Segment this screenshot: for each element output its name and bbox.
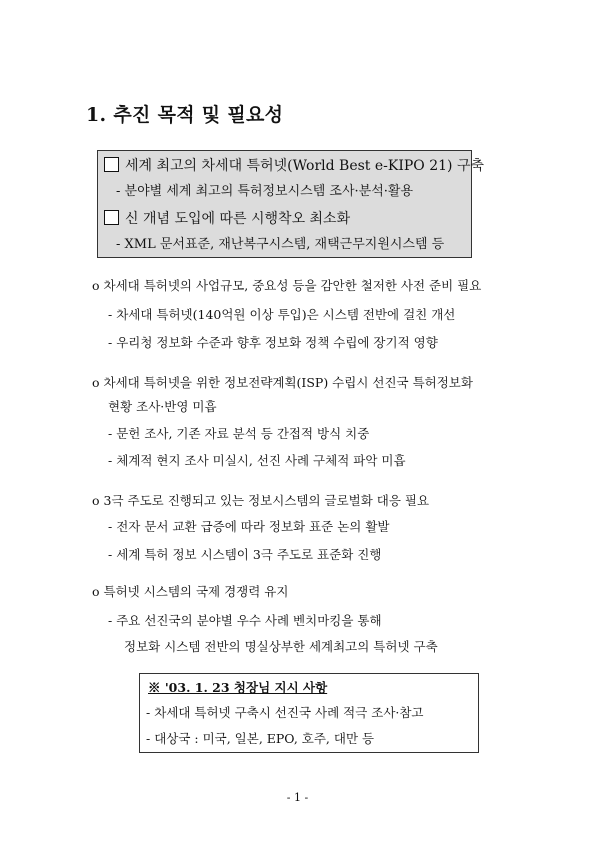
checkbox-square-icon: [104, 157, 119, 172]
sub-item: - 체계적 현지 조사 미실시, 선진 사례 구체적 파악 미흡: [108, 453, 406, 468]
bullet-item-continuation: 현황 조사·반영 미흡: [108, 399, 217, 414]
sub-item-continuation: 정보화 시스템 전반의 명실상부한 세계최고의 특허넷 구축: [124, 639, 438, 654]
sub-item: - 문헌 조사, 기존 자료 분석 등 간접적 방식 치중: [108, 426, 370, 441]
summary-item-title: 신 개념 도입에 따른 시행착오 최소화: [104, 208, 350, 228]
note-item: - 차세대 특허넷 구축시 선진국 사례 적극 조사·참고: [146, 705, 424, 720]
note-title: ※ '03. 1. 23 청장님 지시 사항: [148, 680, 328, 695]
summary-item-detail: - 분야별 세계 최고의 특허정보시스템 조사·분석·활용: [116, 184, 414, 199]
sub-item: - 우리청 정보화 수준과 향후 정보화 정책 수립에 장기적 영향: [108, 335, 438, 350]
bullet-item: o 차세대 특허넷의 사업규모, 중요성 등을 감안한 철저한 사전 준비 필요: [92, 278, 482, 293]
sub-item: - 차세대 특허넷(140억원 이상 투입)은 시스템 전반에 걸친 개선: [108, 307, 456, 322]
note-item: - 대상국 : 미국, 일본, EPO, 호주, 대만 등: [146, 731, 375, 746]
summary-item-detail: - XML 문서표준, 재난복구시스템, 재택근무지원시스템 등: [116, 237, 445, 252]
bullet-item: o 3극 주도로 진행되고 있는 정보시스템의 글로벌화 대응 필요: [92, 493, 430, 508]
summary-item-title: 세계 최고의 차세대 특허넷(World Best e-KIPO 21) 구축: [104, 155, 484, 175]
page-number: - 1 -: [286, 791, 309, 804]
checkbox-square-icon: [104, 210, 119, 225]
bullet-item: o 특허넷 시스템의 국제 경쟁력 유지: [92, 584, 289, 599]
bullet-item: o 차세대 특허넷을 위한 정보전략계획(ISP) 수립시 선진국 특허정보화: [92, 375, 473, 390]
sub-item: - 세계 특허 정보 시스템이 3극 주도로 표준화 진행: [108, 547, 382, 562]
sub-item: - 전자 문서 교환 급증에 따라 정보화 표준 논의 활발: [108, 519, 390, 534]
sub-item: - 주요 선진국의 분야별 우수 사례 벤치마킹을 통해: [108, 613, 382, 628]
section-heading: 1. 추진 목적 및 필요성: [86, 104, 284, 126]
